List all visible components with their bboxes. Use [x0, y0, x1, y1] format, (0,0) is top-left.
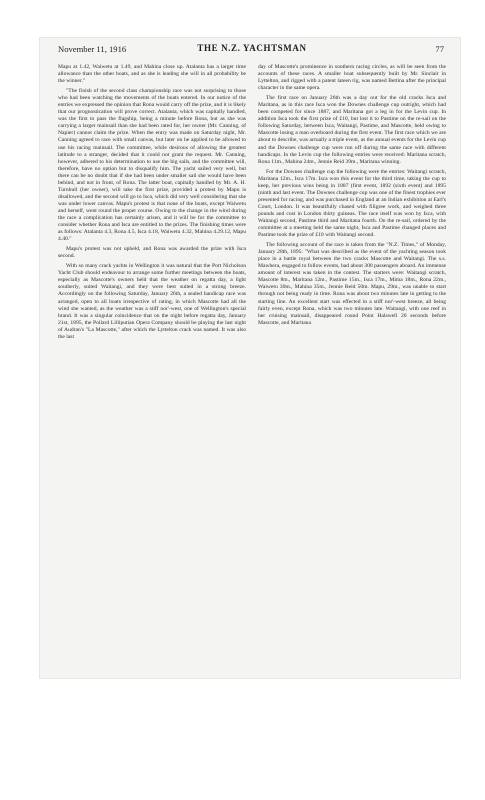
- publication-title: THE N.Z. YACHTSMAN: [197, 43, 307, 53]
- magazine-page: [40, 38, 460, 678]
- paragraph: For the Downes challenge cup the following were the entries: Waitangi scratch, Maritana 12m., Isca 17m. Isca won this event for the third time, taking the cup to keep, her previous wins being in 1887 (first event, 1892 (sixth event) and 1895 (ninth and last event. The Downes challenge cup was one of the finest trophies ever presented for racing, and was purchased in England at an Indian exhibition at Earl's Court, London. It was beautifully chased with filigree work, and weighed three pounds and cost in London thirty guineas. The race itself was won by Isca, with Waitangi second, Pastime third and Maritana fourth. On the re-sail, ordered by the committee at a meeting held the same night, Isca and Pastime changed places and Pastime took the prize of £10 with Waitangi second.: [258, 168, 446, 239]
- paragraph: Mapu's protest was not upheld, and Rona was awarded the prize with Isca second.: [58, 246, 246, 260]
- paragraph: The following account of the race is taken from the "N.Z. Times," of Monday, January 28th, 1895: "What was described as the event of the yachting season took place in a battle royal between the two cracks Mascotte and Waitangi. The s.s. Mawhera, engaged to follow events, had about 300 passengers aboard. An immense amount of interest was taken in the contest. The starters were: Waitangi scratch, Mascotte 8m., Maritana 12m., Pastime 15m., Isca 17m., Mima 18m., Rona 22m., Waiwetu 30m., Mahina 35m., Jennie Reid 50m. Mapu, 29m., was unable to start through not being ready in time. Rona was about two minutes late in getting to the starting line. An excellent start was effected in a stiff nor'-west breeze, all being fairly even, except Rona, which was two minutes late. Waitangi, with one reef in her cruising mainsail, disappeared round Point Halswell 20 seconds before Mascotte, and Maritana: [258, 242, 446, 326]
- issue-date: November 11, 1916: [58, 44, 127, 54]
- paragraph: day of Mascotte's prominence in southern racing circles, as will be seen from the accounts of these races. A smaller boat subsequently built by Mr. Sinclair in Lyttelton, and rigged with a patent lateen rig, was named Bettina after the principal character in the same opera.: [258, 64, 446, 92]
- paragraph: With so many crack yachts in Wellington it was natural that the Port Nicholson Yacht Club should endeavour to arrange some further meetings between the boats, especially as Mascotte's owners held that the weather on regatta day, a light southerly, suited Waitangi, and they were best suited in a strong breeze. Accordingly on the following Saturday, January 26th, a sealed handicap race was arranged, open to all boats irrespective of rating, in which Mascotte had all the wind she wanted, as the weather was a stiff nor'-west, one of Wellington's special brand. It was a singular coincidence that on the night before regatta day, January 21st, 1895, the Pollard Lilliputian Opera Company should be playing the last night of Audran's "La Mascotte," after which the Lyttelton crack was named. It was also the last: [58, 263, 246, 340]
- article-body: [58, 64, 446, 672]
- page-number: 77: [435, 44, 444, 54]
- paragraph: "The finish of the second class championship race was not surprising to those who had been watching the movements of the boats entered. In our notice of the entries we expressed the opinion that Rona would carry off the prize, and it is likely that our prognostication will prove correct. Atalanta, which was capitally handled, was the first to pass the flagship, being a minute before Rona, but as she was carrying a larger mainsail than she had been rated for, her owner (Mr. Canning, of Napier) cannot claim the prize. When the entry was made on Saturday night, Mr. Canning agreed to race with small canvas, but later on he applied to be allowed to use his racing mainsail. The committee, while desirous of allowing the greatest latitude to a stranger, decided that it could not grant the request. Mr. Canning, however, adhered to his determination to use the big sails, and the committee will, therefore, have no option but to disqualify him. The yacht sailed very well, but there can be no doubt that if she had been under smaller sail she would have been behind, and not in front, of Rona. The latter boat, capitally handled by Mr. A. H. Turnbull (her owner), will take the first prize, provided a protest by Mapu is disallowed, and the second will go to Isca, which did very well considering that she was under lower canvas. Mapu's protest is that none of the boats, except Waiwetu and herself, went round the proper course. Owing to the change in the wind during the race a complication has certainly arisen, and it will be for the committee to consider whether Rona and Isca are entitled to the prizes. The finishing times were as follows: Atalanta 4.3, Rona 4.5, Isca 4.18, Waiwetu 4.32, Mahina 4.29.12, Mapu 4.40.": [58, 88, 246, 243]
- paragraph: Mapu at 1.42, Waiwetu at 1.49, and Mahina close up. Atalanta has a larger time allowance than the other boats, and as she is leading she will in all probability be the winner.": [58, 64, 246, 85]
- left-column: [58, 64, 246, 672]
- paragraph: The first race on January 26th was a day out for the old cracks Isca and Maritana, as in this race Isca won the Downes challenge cup outright, which had been competed for since 1887, and Maritana got a leg in for the Levin cup. In addition Isca took the first prize of £10, but lost it to Pastime on the re-sail on the following Saturday, between Isca, Waitangi, Pastime, and Mascotte, held owing to Mascotte losing a man overboard during the first event. The first race which we are about to describe, was actually a triple event, as the annual events for the Levin cup and the Downes challenge cup were run off during the same race with different handicaps. In the Levin cup the following entries were received: Maritana scratch, Rona 11m., Mahina 24m., Jennie Reid 39m., Maritana winning.: [258, 95, 446, 165]
- right-column: [258, 64, 446, 672]
- running-head: [58, 42, 446, 58]
